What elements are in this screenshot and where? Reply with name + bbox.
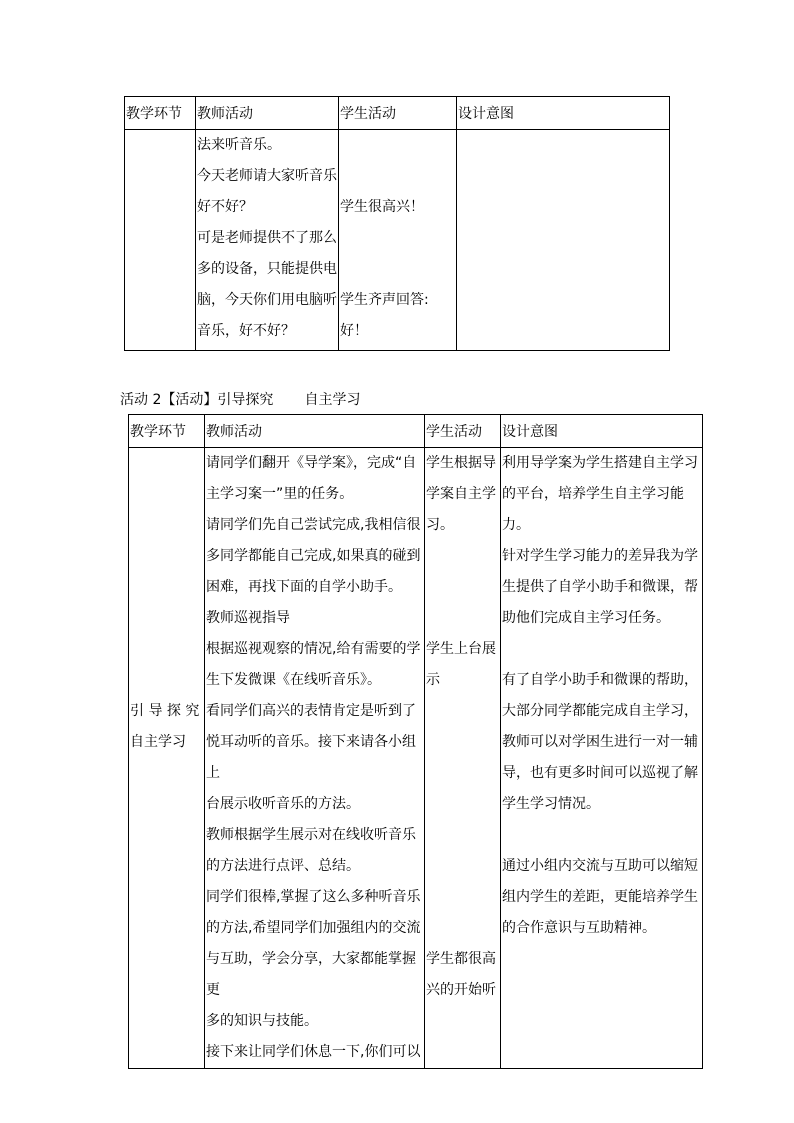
- design-intent-cell: [457, 130, 670, 351]
- design-intent-cell: 利用导学案为学生搭建自主学习 的平台，培养学生自主学习能力。 针对学生学习能力的差异我为学 生提供了自学小助手和微课，帮 助他们完成自主学习任务。 有了自学小助手和微课的帮助， 大部分同学都能完成自主学习， 教师可以对学困生进行一对一辅 导，也有更多时间可以巡视了解 学生学习情况。 通过小组内交流与互助可以缩短 组内学生的差距，更能培养学生 的合作意识与互助精神。: [501, 448, 703, 1069]
- header-stage: 教学环节: [129, 415, 205, 448]
- stage-cell: 引 导 探 究 自主学习: [129, 448, 205, 1069]
- header-student-activity: 学生活动: [425, 415, 501, 448]
- header-teacher-activity: 教师活动: [196, 97, 339, 130]
- stage-cell: [125, 130, 196, 351]
- header-teacher-activity: 教师活动: [205, 415, 425, 448]
- lesson-table-2: [128, 414, 703, 1069]
- teacher-activity-cell: 请同学们翻开《导学案》，完成“自 主学习案一”里的任务。 请同学们先自己尝试完成,我相信很 多同学都能自己完成,如果真的碰到 困难，再找下面的自学小助手。 教师巡视指导 根据巡视观察的情况,给有需要的学 生下发微课《在线听音乐》。 看同学们高兴的表情肯定是听到了 悦耳动听的音乐。接下来请各小组上 台展示收听音乐的方法。 教师根据学生展示对在线收听音乐 的方法进行点评、总结。 同学们很棒,掌握了这么多种听音乐 的方法,希望同学们加强组内的交流 与互助，学会分享，大家都能掌握更 多的知识与技能。 接下来让同学们休息一下,你们可以: [205, 448, 425, 1069]
- header-design-intent: 设计意图: [457, 97, 670, 130]
- header-design-intent: 设计意图: [501, 415, 703, 448]
- teacher-activity-cell: 法来听音乐。 今天老师请大家听音乐 好不好？ 可是老师提供不了那么 多的设备，只能提供电 脑，今天你们用电脑听 音乐，好不好？: [196, 130, 339, 351]
- student-activity-cell: 学生根据导 学案自主学 习。 学生上台展 示 学生都很高 兴的开始听: [425, 448, 501, 1069]
- activity-heading: [120, 391, 361, 409]
- header-stage: 教学环节: [125, 97, 196, 130]
- table-row: [125, 130, 670, 351]
- lesson-table-1: [124, 96, 670, 351]
- table-header-row: [129, 415, 703, 448]
- table-header-row: [125, 97, 670, 130]
- header-student-activity: 学生活动: [339, 97, 457, 130]
- student-activity-cell: 学生很高兴！ 学生齐声回答:好！: [339, 130, 457, 351]
- activity-heading-prefix: 活动 2【活动】引导探究: [120, 392, 274, 408]
- table-row: [129, 448, 703, 1069]
- activity-heading-suffix: 自主学习: [304, 392, 361, 408]
